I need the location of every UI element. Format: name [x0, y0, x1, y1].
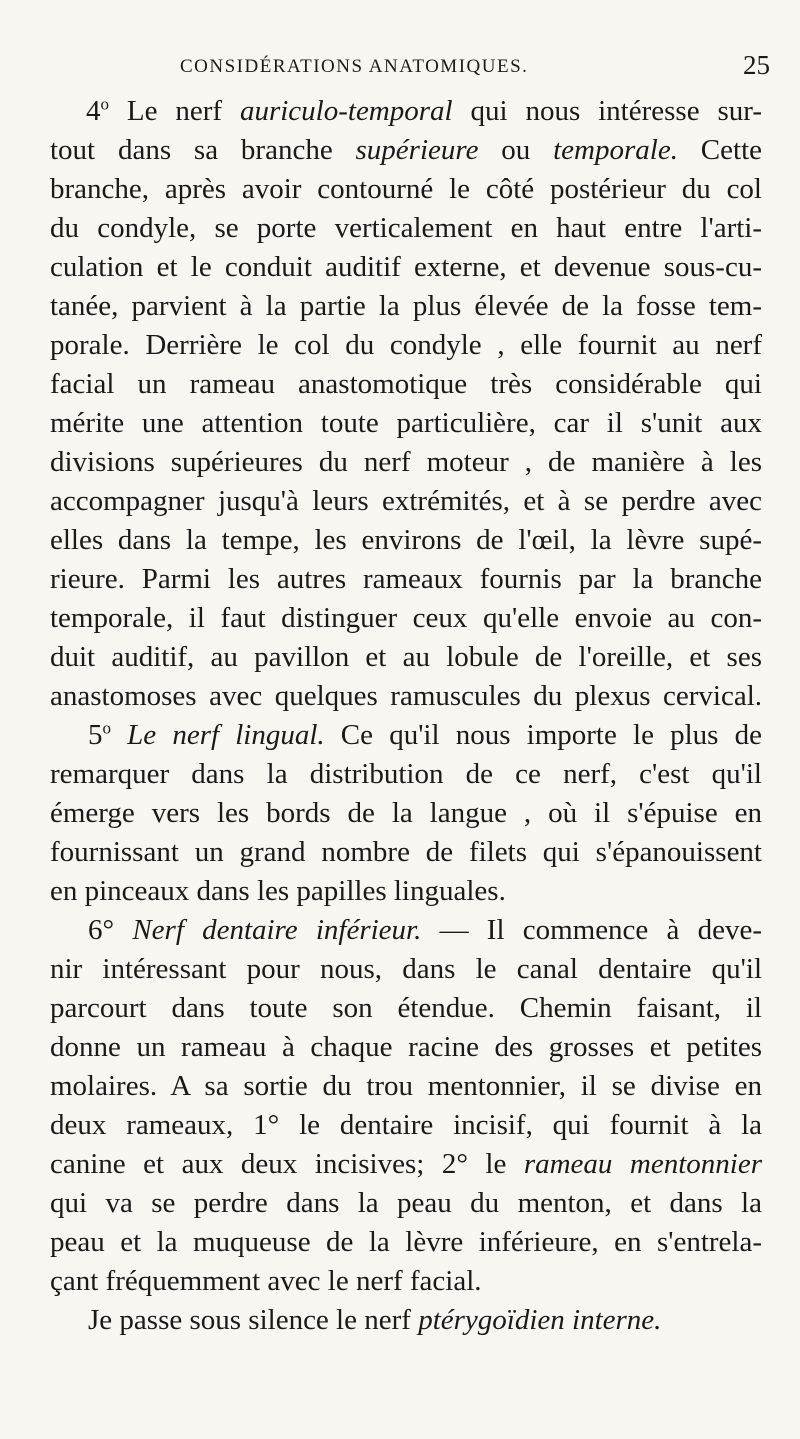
text-line: en pinceaux dans les papilles linguales. [50, 875, 506, 907]
text-line: duit auditif, au pavillon et au lobule de l'oreille, et ses [50, 641, 762, 673]
text-line: rieure. Parmi les autres rameaux fournis par la branche [50, 563, 762, 595]
text-line: facial un rameau anastomotique très considérable qui [50, 368, 762, 400]
text-line: 5$^o$ Le nerf lingual. Ce qu'il nous importe le plus de [88, 718, 762, 751]
page-number: 25 [743, 50, 770, 80]
text-line: donne un rameau à chaque racine des grosses et petites [50, 1031, 762, 1063]
text-line: temporale, il faut distinguer ceux qu'elle envoie au con- [50, 602, 762, 634]
text-line: 6° Nerf dentaire inférieur. — Il commence à deve- [88, 914, 762, 946]
page-header [180, 50, 770, 86]
text-line: remarquer dans la distribution de ce nerf, c'est qu'il [50, 758, 762, 790]
text-line: mérite une attention toute particulière, car il s'unit aux [50, 407, 762, 439]
text-line: branche, après avoir contourné le côté postérieur du col [50, 173, 762, 205]
text-line: accompagner jusqu'à leurs extrémités, et à se perdre avec [50, 485, 762, 517]
text-line: nir intéressant pour nous, dans le canal dentaire qu'il [50, 953, 762, 985]
text-line: émerge vers les bords de la langue , où il s'épuise en [50, 797, 762, 829]
text-line: peau et la muqueuse de la lèvre inférieure, en s'entrela- [50, 1226, 762, 1258]
text-line: Je passe sous silence le nerf ptérygoïdien interne. [88, 1304, 662, 1336]
text-line: 4$^o$ Le nerf auriculo-temporal qui nous intéresse sur- [86, 94, 762, 127]
running-head: CONSIDÉRATIONS ANATOMIQUES. [180, 56, 529, 77]
text-line: tout dans sa branche supérieure ou temporale. Cette [50, 134, 762, 166]
body-text [50, 92, 762, 1340]
text-line: tanée, parvient à la partie la plus élevée de la fosse tem- [50, 290, 762, 322]
text-line: culation et le conduit auditif externe, et devenue sous-cu- [50, 251, 762, 283]
text-line: canine et aux deux incisives; 2° le rameau mentonnier [50, 1148, 762, 1180]
text-line: molaires. A sa sortie du trou mentonnier, il se divise en [50, 1070, 762, 1102]
text-line: fournissant un grand nombre de filets qui s'épanouissent [50, 836, 762, 868]
text-line: parcourt dans toute son étendue. Chemin faisant, il [50, 992, 762, 1024]
text-line: qui va se perdre dans la peau du menton, et dans la [50, 1187, 762, 1219]
text-line: anastomoses avec quelques ramuscules du plexus cervical. [50, 680, 762, 712]
text-line: porale. Derrière le col du condyle , elle fournit au nerf [50, 329, 762, 361]
text-line: elles dans la tempe, les environs de l'œil, la lèvre supé- [50, 524, 762, 556]
text-line: deux rameaux, 1° le dentaire incisif, qui fournit à la [50, 1109, 762, 1141]
text-line: divisions supérieures du nerf moteur , de manière à les [50, 446, 762, 478]
text-line: du condyle, se porte verticalement en haut entre l'arti- [50, 212, 762, 244]
text-line: çant fréquemment avec le nerf facial. [50, 1265, 482, 1297]
